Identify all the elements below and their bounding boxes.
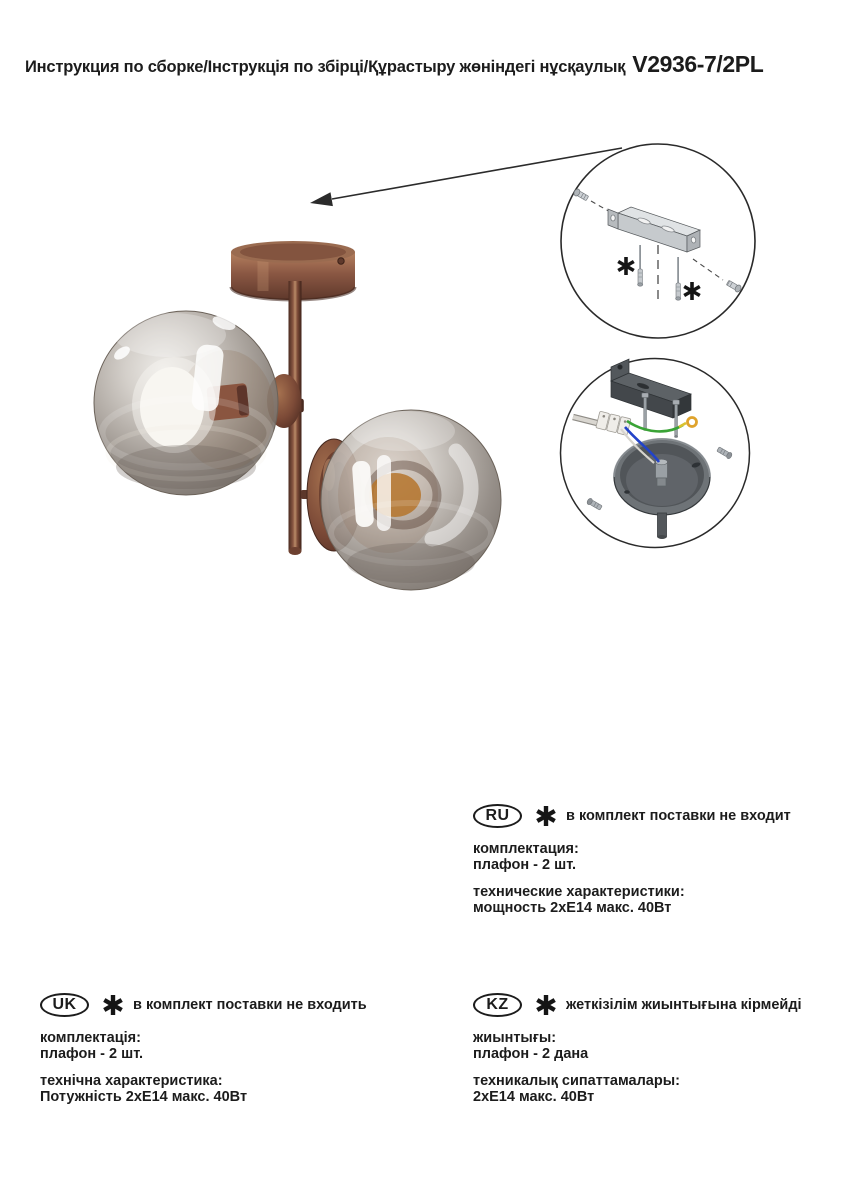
kit-value: плафон - 2 дана <box>473 1046 589 1062</box>
specs-title: техникалық сипаттамалары: <box>473 1073 680 1089</box>
product-photo-lamp <box>58 195 520 625</box>
section-uk <box>40 992 367 1105</box>
threaded-nipple <box>656 459 668 486</box>
model-number: V2936-7/2PL <box>632 51 764 77</box>
kit-value: плафон - 2 шт. <box>40 1046 144 1062</box>
not-included-note: в комплект поставки не входить <box>133 997 367 1013</box>
uk-specs <box>40 1073 367 1105</box>
kz-specs <box>473 1073 802 1105</box>
right-glass-globe <box>321 410 501 590</box>
ru-kit <box>473 841 791 873</box>
uk-badge: UK <box>40 993 89 1017</box>
specs-value: мощность 2хЕ14 макс. 40Вт <box>473 900 672 916</box>
ru-badge: RU <box>473 804 522 828</box>
left-glass-globe <box>94 311 278 495</box>
cup-stem <box>658 513 667 539</box>
arrowhead <box>310 192 333 206</box>
specs-value: Потужність 2хЕ14 макс. 40Вт <box>40 1089 248 1105</box>
specs-title: технические характеристики: <box>473 884 685 900</box>
kit-title: жиынтығы: <box>473 1030 557 1046</box>
asterisk-icon <box>535 993 557 1017</box>
kit-title: комплектація: <box>40 1030 141 1046</box>
ru-header <box>473 803 791 829</box>
kit-title: комплектация: <box>473 841 579 857</box>
title-text: Инструкция по сборке/Інструкція по збірці/Құрастыру жөніндегі нұсқаулық <box>25 58 626 76</box>
uk-kit <box>40 1030 367 1062</box>
mounting-bracket-detail-diagram <box>556 139 760 343</box>
kit-value: плафон - 2 шт. <box>473 857 577 873</box>
specs-value: 2хЕ14 макс. 40Вт <box>473 1089 595 1105</box>
ground-ring-terminal <box>688 418 697 427</box>
section-ru <box>473 803 791 916</box>
ru-specs <box>473 884 791 916</box>
not-included-note: в комплект поставки не входит <box>566 808 791 824</box>
canopy-wiring-detail-diagram <box>557 355 753 551</box>
rim-hole <box>624 490 630 494</box>
section-kz <box>473 992 802 1105</box>
asterisk-icon <box>535 804 557 828</box>
not-included-note: жеткізілім жиынтығына кірмейді <box>566 997 802 1013</box>
kz-header <box>473 992 802 1018</box>
right-bulb-glow <box>369 473 421 517</box>
uk-header <box>40 992 367 1018</box>
page-title <box>25 51 763 78</box>
specs-title: технічна характеристика: <box>40 1073 223 1089</box>
kz-kit <box>473 1030 802 1062</box>
asterisk-icon <box>102 993 124 1017</box>
kz-badge: KZ <box>473 993 522 1017</box>
canopy-screw <box>338 258 344 264</box>
